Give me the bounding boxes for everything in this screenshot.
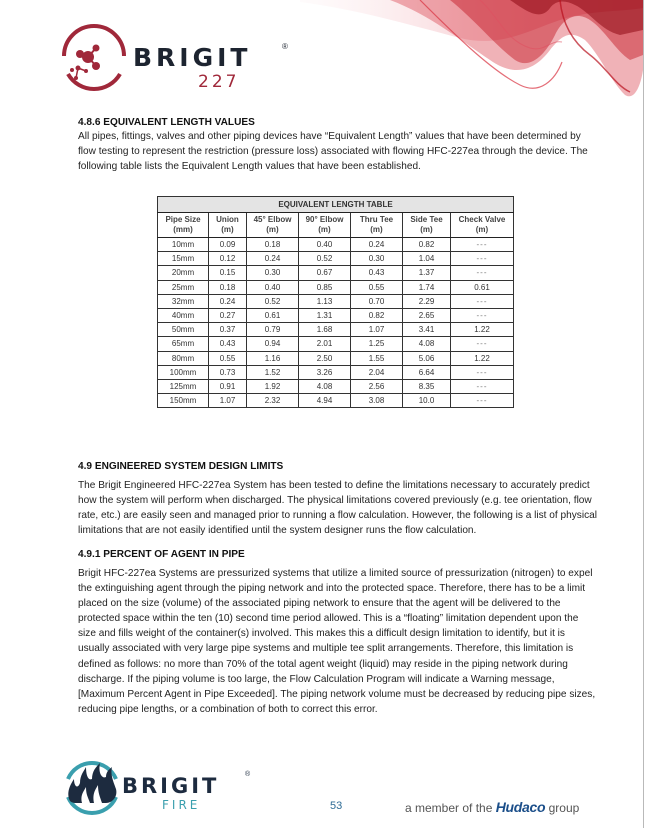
table-cell: 0.24 bbox=[247, 252, 299, 266]
table-cell: 2.29 bbox=[403, 294, 451, 308]
molecule-ring-icon bbox=[58, 24, 130, 92]
table-cell: 0.55 bbox=[351, 280, 403, 294]
footer-logo-subtitle: FIRE bbox=[162, 798, 201, 812]
table-cell: 0.61 bbox=[247, 308, 299, 322]
table-cell: 15mm bbox=[158, 252, 209, 266]
table-cell: 0.12 bbox=[209, 252, 247, 266]
table-cell: 150mm bbox=[158, 394, 209, 408]
table-cell: 0.15 bbox=[209, 266, 247, 280]
table-header-row bbox=[158, 213, 514, 238]
table-cell: 6.64 bbox=[403, 365, 451, 379]
table-cell: 1.25 bbox=[351, 337, 403, 351]
table-cell: 2.56 bbox=[351, 379, 403, 393]
table-cell: 4.94 bbox=[299, 394, 351, 408]
table-title: EQUIVALENT LENGTH TABLE bbox=[158, 197, 514, 213]
table-cell: 4.08 bbox=[403, 337, 451, 351]
table-cell: 0.73 bbox=[209, 365, 247, 379]
table-cell: 2.50 bbox=[299, 351, 351, 365]
section-heading-4-9: 4.9 ENGINEERED SYSTEM DESIGN LIMITS bbox=[78, 461, 284, 472]
table-cell: 3.08 bbox=[351, 394, 403, 408]
table-cell: --- bbox=[451, 337, 514, 351]
table-cell: 2.65 bbox=[403, 308, 451, 322]
table-cell: 3.41 bbox=[403, 323, 451, 337]
column-header-90-elbow: 90° Elbow (m) bbox=[299, 213, 351, 238]
column-header-check-valve: Check Valve (m) bbox=[451, 213, 514, 238]
table-cell: 32mm bbox=[158, 294, 209, 308]
table-cell: 2.01 bbox=[299, 337, 351, 351]
table-cell: 1.52 bbox=[247, 365, 299, 379]
logo-wordmark: BRIGIT bbox=[133, 43, 252, 72]
table-cell: --- bbox=[451, 252, 514, 266]
table-cell: --- bbox=[451, 365, 514, 379]
table-cell: 1.92 bbox=[247, 379, 299, 393]
table-row bbox=[158, 294, 514, 308]
table-cell: 0.40 bbox=[247, 280, 299, 294]
table-cell: 125mm bbox=[158, 379, 209, 393]
table-cell: 0.18 bbox=[247, 238, 299, 252]
table-row bbox=[158, 280, 514, 294]
footer-logo-wordmark: BRIGIT bbox=[122, 774, 220, 798]
table-cell: 5.06 bbox=[403, 351, 451, 365]
table-cell: 50mm bbox=[158, 323, 209, 337]
table-cell: 2.04 bbox=[351, 365, 403, 379]
table-cell: --- bbox=[451, 394, 514, 408]
table-cell: 0.30 bbox=[351, 252, 403, 266]
table-cell: 0.61 bbox=[451, 280, 514, 294]
table-cell: --- bbox=[451, 379, 514, 393]
table-row bbox=[158, 252, 514, 266]
table-cell: 10mm bbox=[158, 238, 209, 252]
table-cell: 1.74 bbox=[403, 280, 451, 294]
table-cell: 10.0 bbox=[403, 394, 451, 408]
section-body-4-9: The Brigit Engineered HFC-227ea System has been tested to define the limitations necessary to accurately predict how the system will perform when discharged. The physical limitations covered previously (e.g. tee orientation, flow rate, etc.) are easily seen and managed prior to running a flow calculation. However, the following is a list of physical limitations that are not easily identified until the system designer runs the flow calculation. bbox=[78, 480, 597, 537]
table-body bbox=[158, 238, 514, 408]
brigit-227-logo bbox=[50, 20, 290, 95]
table-cell: --- bbox=[451, 294, 514, 308]
section-heading-4-9-1: 4.9.1 PERCENT OF AGENT IN PIPE bbox=[78, 549, 245, 560]
table-cell: 80mm bbox=[158, 351, 209, 365]
table-cell: 1.68 bbox=[299, 323, 351, 337]
table-cell: 0.24 bbox=[351, 238, 403, 252]
table-cell: 100mm bbox=[158, 365, 209, 379]
column-header-side-tee: Side Tee (m) bbox=[403, 213, 451, 238]
member-suffix: group bbox=[545, 801, 580, 815]
table-cell: 3.26 bbox=[299, 365, 351, 379]
red-smoke-decoration bbox=[300, 0, 643, 100]
column-header-pipe-size: Pipe Size (mm) bbox=[158, 213, 209, 238]
table-cell: 1.07 bbox=[351, 323, 403, 337]
brigit-fire-logo bbox=[62, 757, 262, 817]
table-cell: 0.09 bbox=[209, 238, 247, 252]
logo-subtitle: 227 bbox=[198, 72, 240, 92]
table-row bbox=[158, 323, 514, 337]
table-cell: 0.30 bbox=[247, 266, 299, 280]
table-cell: 0.91 bbox=[209, 379, 247, 393]
table-row bbox=[158, 308, 514, 322]
table-cell: 1.22 bbox=[451, 351, 514, 365]
column-header-45-elbow: 45° Elbow (m) bbox=[247, 213, 299, 238]
member-prefix: a member of the bbox=[405, 801, 496, 815]
table-cell: 0.43 bbox=[209, 337, 247, 351]
table-cell: 1.55 bbox=[351, 351, 403, 365]
member-of-hudaco-tagline bbox=[405, 799, 579, 815]
table-cell: 25mm bbox=[158, 280, 209, 294]
section-body-4-8-6: All pipes, fittings, valves and other piping devices have “Equivalent Length” values that have been determined by flow testing to represent the restriction (pressure loss) associated with flowing HFC-227ea through the device. The following table lists the Equivalent Length values that have been established. bbox=[78, 131, 588, 173]
column-header-union: Union (m) bbox=[209, 213, 247, 238]
table-row bbox=[158, 379, 514, 393]
table-cell: 0.52 bbox=[247, 294, 299, 308]
table-cell: --- bbox=[451, 308, 514, 322]
table-cell: 1.22 bbox=[451, 323, 514, 337]
footer-registered-mark: ® bbox=[245, 771, 251, 778]
table-cell: 0.85 bbox=[299, 280, 351, 294]
table-cell: 4.08 bbox=[299, 379, 351, 393]
table-cell: 0.55 bbox=[209, 351, 247, 365]
section-body-4-9-1: Brigit HFC-227ea Systems are pressurized systems that utilize a limited source of pressurization (nitrogen) to expel the extinguishing agent through the piping network and into the protected space. Therefore, there has to be a limit placed on the size (volume) of the associated piping network to ensure that the agent will be delivered to the protected space within the ten (10) second time period allowed. This is a “floating” limitation dependent upon the size and fills weight of the container(s) involved. This makes this a difficult design limitation to identify, but it is usually associated with very large pipe systems and multiple tee split arrangements. Therefore, this limitation is defined as follows: no more than 70% of the total agent weight (liquid) may reside in the piping network during discharge. If the piping volume is too large, the Flow Calculation Program will indicate a Warning message, [Maximum Percent Agent in Pipe Exceeded]. The piping network volume must be decreased by reducing pipe sizes, reducing pipe lengths, or a combination of both to correct this error. bbox=[78, 568, 596, 715]
table-cell: 0.67 bbox=[299, 266, 351, 280]
table-row bbox=[158, 337, 514, 351]
table-cell: 0.82 bbox=[351, 308, 403, 322]
table-cell: 65mm bbox=[158, 337, 209, 351]
table-cell: 0.40 bbox=[299, 238, 351, 252]
page-margin bbox=[644, 0, 652, 828]
table-cell: 1.04 bbox=[403, 252, 451, 266]
table-cell: 2.32 bbox=[247, 394, 299, 408]
table-cell: --- bbox=[451, 238, 514, 252]
table-cell: 1.16 bbox=[247, 351, 299, 365]
table-row bbox=[158, 394, 514, 408]
flame-ring-icon bbox=[62, 757, 122, 817]
page-number: 53 bbox=[330, 800, 343, 812]
table-cell: 1.13 bbox=[299, 294, 351, 308]
table-cell: 20mm bbox=[158, 266, 209, 280]
table-cell: 0.24 bbox=[209, 294, 247, 308]
table-cell: 0.52 bbox=[299, 252, 351, 266]
table-cell: 1.07 bbox=[209, 394, 247, 408]
table-row bbox=[158, 351, 514, 365]
table-cell: 1.31 bbox=[299, 308, 351, 322]
table-cell: 8.35 bbox=[403, 379, 451, 393]
hudaco-brand: Hudaco bbox=[495, 799, 546, 815]
table-cell: 0.43 bbox=[351, 266, 403, 280]
section-heading-4-8-6: 4.8.6 EQUIVALENT LENGTH VALUES bbox=[78, 117, 255, 128]
equivalent-length-table bbox=[157, 196, 514, 408]
table-cell: 0.82 bbox=[403, 238, 451, 252]
table-cell: 0.70 bbox=[351, 294, 403, 308]
table-cell: --- bbox=[451, 266, 514, 280]
registered-mark: ® bbox=[282, 42, 288, 51]
column-header-thru-tee: Thru Tee (m) bbox=[351, 213, 403, 238]
table-cell: 0.18 bbox=[209, 280, 247, 294]
table-cell: 0.94 bbox=[247, 337, 299, 351]
table-cell: 40mm bbox=[158, 308, 209, 322]
table-row bbox=[158, 238, 514, 252]
table-row bbox=[158, 365, 514, 379]
table-cell: 0.37 bbox=[209, 323, 247, 337]
table-cell: 0.79 bbox=[247, 323, 299, 337]
table-row bbox=[158, 266, 514, 280]
table-cell: 1.37 bbox=[403, 266, 451, 280]
table-cell: 0.27 bbox=[209, 308, 247, 322]
